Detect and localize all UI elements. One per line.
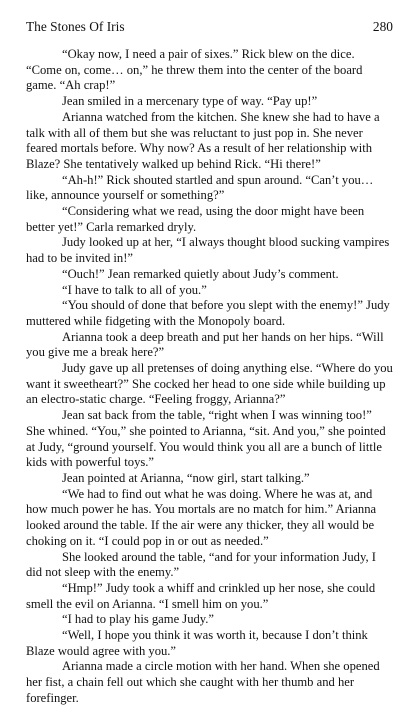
page-number: 280 bbox=[372, 19, 393, 34]
paragraph: “Well, I hope you think it was worth it, because I don’t think Blaze would agree with you.” bbox=[26, 628, 368, 658]
paragraph: Jean sat back from the table, “right when I was winning too!” She whined. “You,” she pointed to Arianna, “sit. And you,” she pointed at Judy, “ground yourself. You would think you all are a bunch of little kids with powerful toys.” bbox=[26, 408, 386, 470]
running-header bbox=[26, 17, 393, 37]
paragraph: “Considering what we read, using the door might have been better yet!” Carla remarked dryly. bbox=[26, 204, 365, 234]
body-text bbox=[26, 47, 393, 707]
paragraph: Arianna made a circle motion with her hand. When she opened her fist, a chain fell out which she caught with her thumb and her forefinger. bbox=[26, 659, 380, 705]
paragraph: Arianna watched from the kitchen. She knew she had to have a talk with all of them but she was reluctant to just pop in. She never feared mortals before. Why now? As a result of her relationship with Blaze? She tentatively walked up behind Rick. “Hi there!” bbox=[26, 109, 380, 171]
paragraph: “Ouch!” Jean remarked quietly about Judy’s comment. bbox=[62, 266, 339, 281]
paragraph: “I had to play his game Judy.” bbox=[62, 612, 215, 627]
paragraph: Judy gave up all pretenses of doing anything else. “Where do you want it sweetheart?” She cocked her head to one side while building up an electro-static charge. “Feeling froggy, Arianna?” bbox=[26, 361, 393, 407]
paragraph: Judy looked up at her, “I always thought blood sucking vampires had to be invited in!” bbox=[26, 235, 390, 266]
paragraph: “Okay now, I need a pair of sixes.” Rick blew on the dice. “Come on, come… on,” he threw them into the center of the board game. “Ah crap!” bbox=[26, 47, 363, 93]
paragraph: “We had to find out what he was doing. Where he was at, and how much power he has. You mortals are no match for him.” Arianna looked around the table. If the air were any thicker, they all would be choking on it. “I could pop in or out as needed.” bbox=[26, 486, 377, 548]
paragraph: “Ah-h!” Rick shouted startled and spun around. “Can’t you…like, announce yourself or something?” bbox=[26, 172, 374, 203]
paragraph: Jean smiled in a mercenary type of way. “Pay up!” bbox=[62, 94, 318, 109]
paragraph: “You should of done that before you slept with the enemy!” Judy muttered while fidgeting with the Monopoly board. bbox=[26, 298, 390, 328]
paragraph: Jean pointed at Arianna, “now girl, start talking.” bbox=[62, 470, 310, 485]
paragraph: She looked around the table, “and for your information Judy, I did not sleep with the enemy.” bbox=[26, 549, 376, 580]
paragraph: “Hmp!” Judy took a whiff and crinkled up her nose, she could smell the evil on Arianna. “I smell him on you.” bbox=[26, 580, 376, 611]
paragraph: “I have to talk to all of you.” bbox=[62, 282, 207, 297]
book-title: The Stones Of Iris bbox=[26, 19, 125, 34]
paragraph: Arianna took a deep breath and put her hands on her hips. “Will you give me a break here?” bbox=[26, 329, 384, 360]
